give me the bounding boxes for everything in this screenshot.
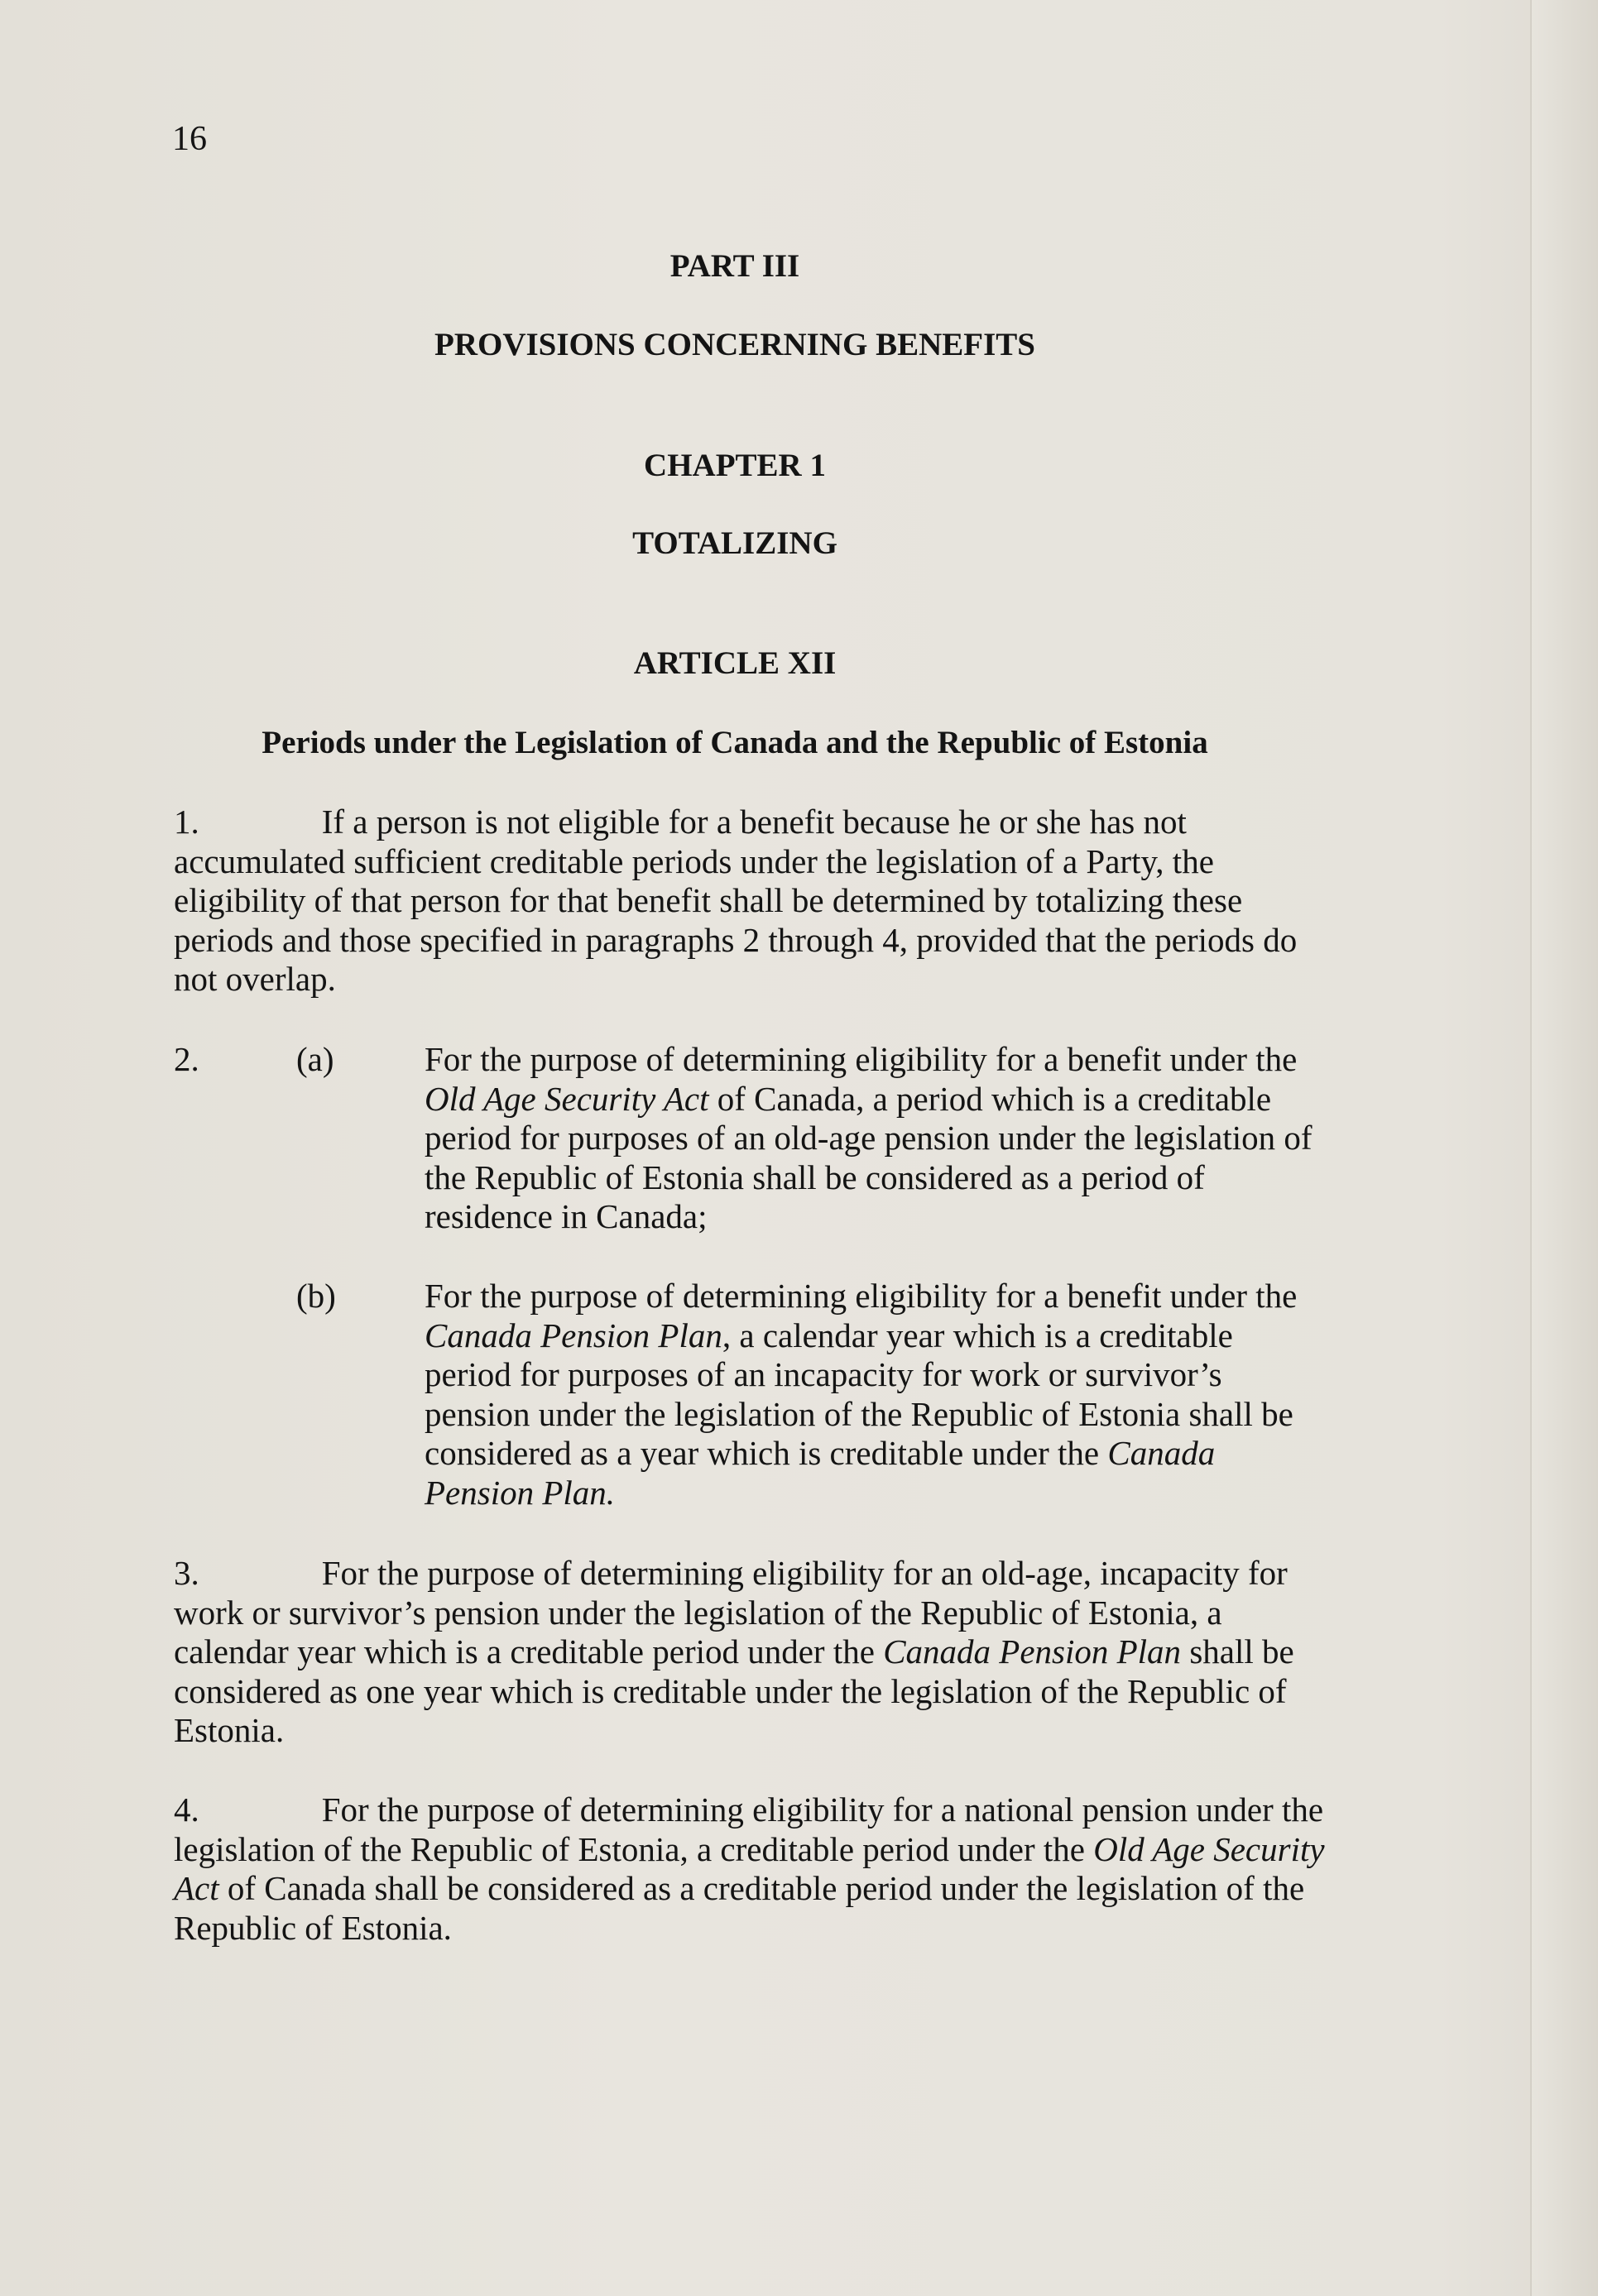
page-number: 16	[172, 120, 207, 158]
paragraph-3-number: 3.	[174, 1554, 199, 1592]
paragraph-4-text-part: For the purpose of determining eligibility for a national pension under the legislation of the Republic of Estonia, a creditable period under the	[174, 1790, 1324, 1868]
paragraph-4-text-part: of Canada shall be considered as a creditable period under the legislation of the Republic of Estonia.	[174, 1869, 1305, 1947]
paragraph-2b-text-part: , a calendar year which is a creditable period for purposes of an incapacity for work or survivor’s pension under the legislation of the Republic of Estonia shall be considered as a year which is creditable under the	[425, 1316, 1293, 1472]
paragraph-2a-text	[425, 1040, 1318, 1237]
act-title-italic: Old Age Security Act	[174, 1829, 1325, 1907]
paragraph-3-text-part: shall be considered as one year which is creditable under the legislation of the Republic of Estonia.	[174, 1632, 1294, 1749]
part-heading: PART III	[669, 248, 800, 284]
plan-title-italic: Canada Pension Plan.	[425, 1434, 1216, 1512]
paragraph-1	[174, 803, 1332, 999]
paragraph-4	[174, 1790, 1332, 1948]
article-title: Periods under the Legislation of Canada and the Republic of Estonia	[262, 725, 1208, 760]
paragraph-2a-text-part: of Canada, a period which is a creditable period for purposes of an old-age pension under the legislation of the Republic of Estonia shall be considered as a period of residence in Canada;	[425, 1079, 1312, 1235]
paragraph-3	[174, 1554, 1332, 1751]
page-edge	[1530, 0, 1598, 2296]
chapter-heading: CHAPTER 1	[644, 448, 826, 483]
paragraph-3-text-part: For the purpose of determining eligibility for an old-age, incapacity for work or survivor’s pension under the legislation of the Republic of Estonia, a calendar year which is a creditable period under the	[174, 1554, 1288, 1670]
plan-title-italic: Canada Pension Plan	[883, 1632, 1182, 1670]
paragraph-1-text: If a person is not eligible for a benefit because he or she has not accumulated sufficient creditable periods under the legislation of a Party, the eligibility of that person for that benefit shall be determined by totalizing these periods and those specified in paragraphs 2 through 4, provided that the periods do not overlap.	[174, 803, 1298, 998]
paragraph-2-number: 2.	[174, 1040, 199, 1078]
paragraph-2b-text	[425, 1277, 1318, 1512]
article-heading: ARTICLE XII	[633, 645, 837, 681]
chapter-title: TOTALIZING	[632, 525, 837, 561]
paragraph-1-number: 1.	[174, 803, 199, 841]
paragraph-2b-label: (b)	[296, 1277, 336, 1315]
paragraph-4-number: 4.	[174, 1790, 199, 1829]
plan-title-italic: Canada Pension Plan	[425, 1316, 722, 1354]
provisions-heading: PROVISIONS CONCERNING BENEFITS	[434, 327, 1035, 362]
paragraph-2b-text-part: For the purpose of determining eligibility for a benefit under the	[425, 1277, 1298, 1315]
paragraph-2a-text-part: For the purpose of determining eligibility for a benefit under the	[425, 1040, 1298, 1078]
act-title-italic: Old Age Security Act	[425, 1079, 709, 1118]
paragraph-2a-label: (a)	[296, 1040, 334, 1078]
